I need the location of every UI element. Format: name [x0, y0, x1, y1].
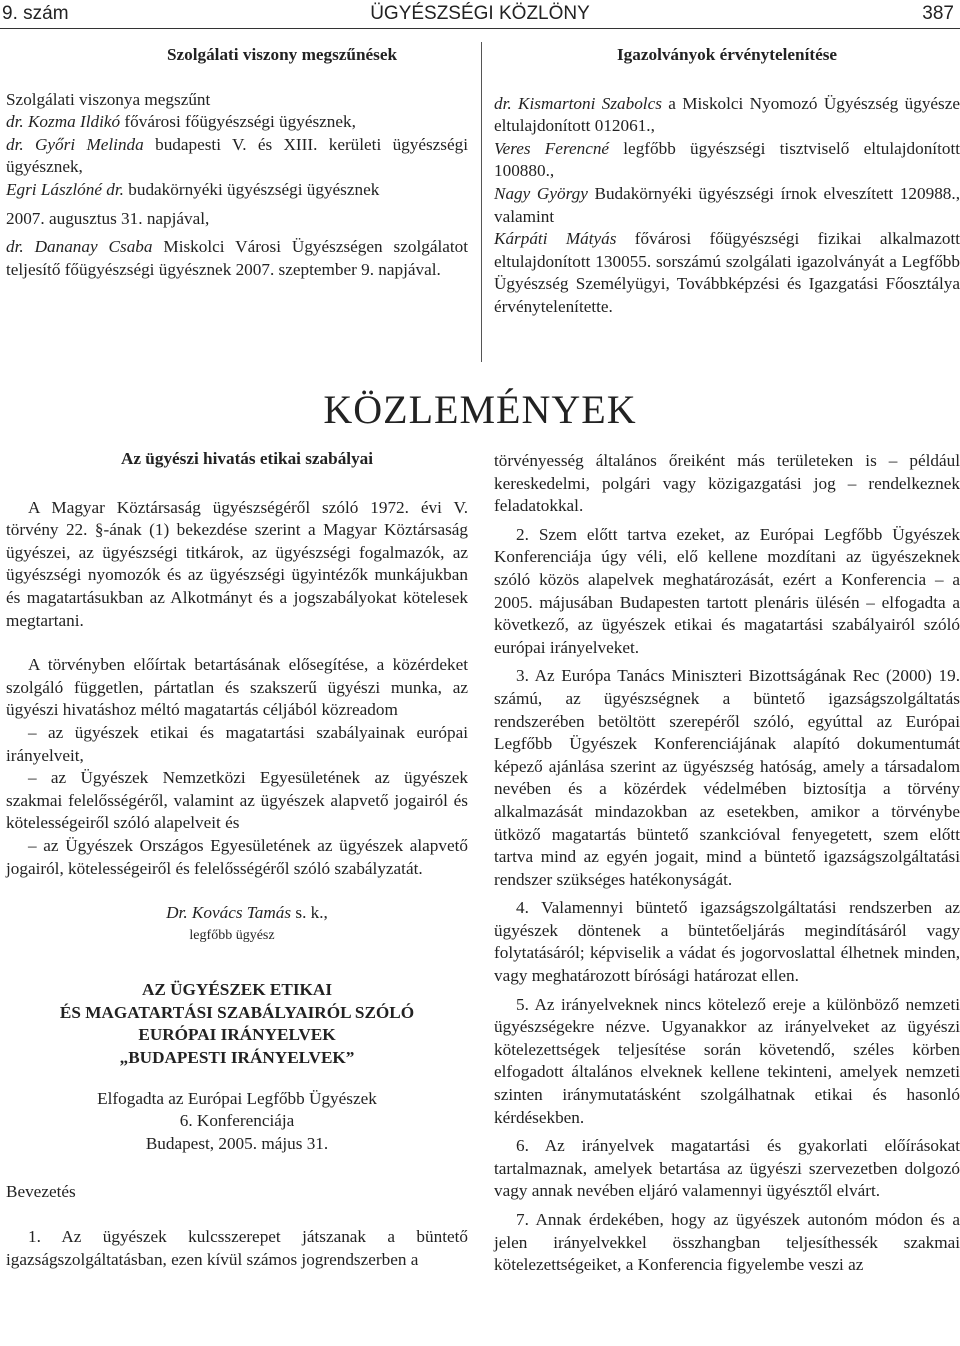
signature-role: legfőbb ügyész: [189, 927, 275, 943]
guideline-paragraph: 4. Valamennyi büntető igazságszolgáltatási rendszerben az ügyészek döntenek a büntetőeljárás megindításáról vagy folytatásáról; képviselik a vádat és jogorvoslattal élhetnek minden, vagy meghatározott bírósági határozat ellen.: [494, 898, 960, 986]
termination-date: 2007. augusztus 31. napjával,: [6, 208, 210, 228]
termination-entry: dr. Győri Melinda budapesti V. és XIII. kerületi ügyészségi ügyésznek,: [6, 134, 468, 177]
guidelines-heading: EURÓPAI IRÁNYELVEK: [138, 1025, 336, 1045]
guidelines-heading: „BUDAPESTI IRÁNYELVEK”: [119, 1048, 355, 1068]
ethics-dash-item: – az Ügyészek Nemzetközi Egyesületének az ügyészek szakmai felelősségéről, valamint az ügyészek alapvető jogairól és kötelességeiről szóló alapelveit és: [6, 768, 468, 833]
guideline-paragraph: 1. Az ügyészek kulcsszerepet játszanak a büntető igazságszolgáltatásban, ezen kívül számos jogrendszerben a: [6, 1227, 468, 1269]
terminations-section: [6, 44, 468, 281]
guideline-paragraph: 7. Annak érdekében, hogy az ügyészek autonóm módon és a jelen irányelvekkel összhangban teljesíthessék szakmai kötelezettségeiket, a Konferencia figyelembe veszi az: [494, 1210, 960, 1275]
ethics-paragraph: A Magyar Köztársaság ügyészségéről szóló 1972. évi V. törvény 22. §-ának (1) bekezdése szerint a Magyar Köztársaság ügyészei, az ügyészségi titkárok, az ügyészségi fogalmazók, az ügyészségi nyomozók és az ügyészségi ügyintézők munkájukban és magatartásukban az Alkotmányt és a jogszabályokat kötelesek megtartani.: [6, 497, 468, 630]
column-divider: [481, 42, 482, 362]
id-card-entry: Veres Ferencné legfőbb ügyészségi tisztviselő eltulajdonított 100880.,: [494, 138, 960, 181]
terminations-title: Szolgálati viszony megszűnések: [166, 45, 398, 64]
guideline-paragraph: 6. Az irányelvek magatartási és gyakorlati előírásokat tartalmaznak, amelyek betartása az ügyészi szervezetben dolgozó vagy annak nevében eljáró valamennyi ügyésztől elvárt.: [494, 1136, 960, 1201]
guideline-paragraph: 5. Az irányelveknek nincs kötelező ereje a különböző nemzeti ügyészségekre nézve. Ugyanakkor az irányelveket az ügyészi kötelezettségek teljesítése során követendő, széles körben elfogadott általános elveknek kellene tekinteni, amelyek nemzeti szinten iránymutatásként szolgálhatnak etikai és hasonló kérdésekben.: [494, 994, 960, 1127]
ethics-section: [6, 448, 468, 1271]
guidelines-column: [494, 450, 960, 1277]
id-card-entry: Nagy György Budakörnyéki ügyészségi írnok elveszített 120988., valamint: [494, 183, 960, 226]
terminations-subtitle: Szolgálati viszonya megszűnt: [6, 89, 211, 109]
guidelines-heading: AZ ÜGYÉSZEK ETIKAI: [141, 980, 333, 1000]
ethics-title: Az ügyészi hivatás etikai szabályai: [120, 449, 374, 468]
ethics-dash-item: – az ügyészek etikai és magatartási szabályainak európai irányelveit,: [6, 722, 468, 765]
page-header: [0, 0, 960, 30]
adoption-line: Budapest, 2005. május 31.: [145, 1133, 329, 1153]
adoption-line: Elfogadta az Európai Legfőbb Ügyészek: [97, 1088, 377, 1108]
guideline-paragraph: törvényesség általános őreiként más területeken is – például kereskedelmi, polgári vagy közigazgatási jog – rendelkeznek feladatokkal.: [494, 451, 960, 516]
id-cards-section: [494, 44, 960, 319]
guideline-paragraph: 3. Az Európa Tanács Miniszteri Bizottságának Rec (2000) 19. számú, az ügyészségnek a büntető igazságszolgáltatás rendszerében betöltött szerepéről szóló, egyúttal az Európai Legfőbb Ügyészek Konferenciájának alapító dokumentumát képező ajánlása szerint az ügyészség hatóság, amely a társadalom nevében és a közérdek védelmében biztosítja a törvény alkalmazását mindazokban az esetekben, amikor a törvénybe ütköző magatartás büntető szankcióval fenyegetett, szem előtt tartva mind az egyén jogait, mind a büntető igazságszolgáltatási rendszer szükséges hatékonyságát.: [494, 666, 960, 889]
header-rule: [0, 28, 960, 29]
termination-entry: dr. Dananay Csaba Miskolci Városi Ügyészségen szolgálatot teljesítő főügyészségi ügyésznek 2007. szeptember 9. napjával.: [6, 237, 468, 279]
journal-title: ÜGYÉSZSÉGI KÖZLÖNY: [370, 3, 590, 24]
section-title: KÖZLEMÉNYEK: [323, 387, 637, 432]
page-number: 387: [922, 3, 954, 24]
ethics-paragraph: A törvényben előírtak betartásának elősegítése, a közérdeket szolgáló független, pártatlan és szakszerű ügyészi munka, az ügyészi hivatáshoz méltó magatartás céljából közreadom: [6, 655, 468, 720]
id-cards-title: Igazolványok érvénytelenítése: [616, 45, 838, 64]
introduction-label: Bevezetés: [6, 1182, 76, 1202]
termination-entry: Egri Lászlóné dr. budakörnyéki ügyészségi ügyésznek: [6, 179, 380, 199]
adoption-line: 6. Konferenciája: [179, 1111, 295, 1131]
issue-number: 9. szám: [2, 3, 69, 24]
id-card-entry: Kárpáti Mátyás fővárosi főügyészségi fizikai alkalmazott eltulajdonított 130055. sorszámú szolgálati igazolványát a Legfőbb Ügyészség Személyügyi, Továbbképzési és Igazgatási Főosztálya érvénytelenítette.: [494, 229, 960, 316]
guidelines-heading: ÉS MAGATARTÁSI SZABÁLYAIRÓL SZÓLÓ: [59, 1002, 415, 1022]
signature: Dr. Kovács Tamás s. k.,: [166, 903, 328, 923]
id-card-entry: dr. Kismartoni Szabolcs a Miskolci Nyomozó Ügyészség ügyésze eltulajdonított 012061.,: [494, 93, 960, 136]
ethics-dash-item: – az Ügyészek Országos Egyesületének az ügyészek alapvető jogairól, kötelességeiről és felelősségéről szóló szabályzatát.: [6, 835, 468, 878]
guideline-paragraph: 2. Szem előtt tartva ezeket, az Európai Legfőbb Ügyészek Konferenciája úgy véli, elő kellene mozdítani az ügyészeknek szóló közös alapelvek meghatározását, ezért a Konferencia – a 2005. májusában Budapesten tartott plenáris ülésén – elfogadta a következő, az ügyészek etikai és magatartási szabályairól szóló európai irányelveket.: [494, 524, 960, 657]
termination-entry: dr. Kozma Ildikó fővárosi főügyészségi ügyésznek,: [6, 112, 356, 132]
